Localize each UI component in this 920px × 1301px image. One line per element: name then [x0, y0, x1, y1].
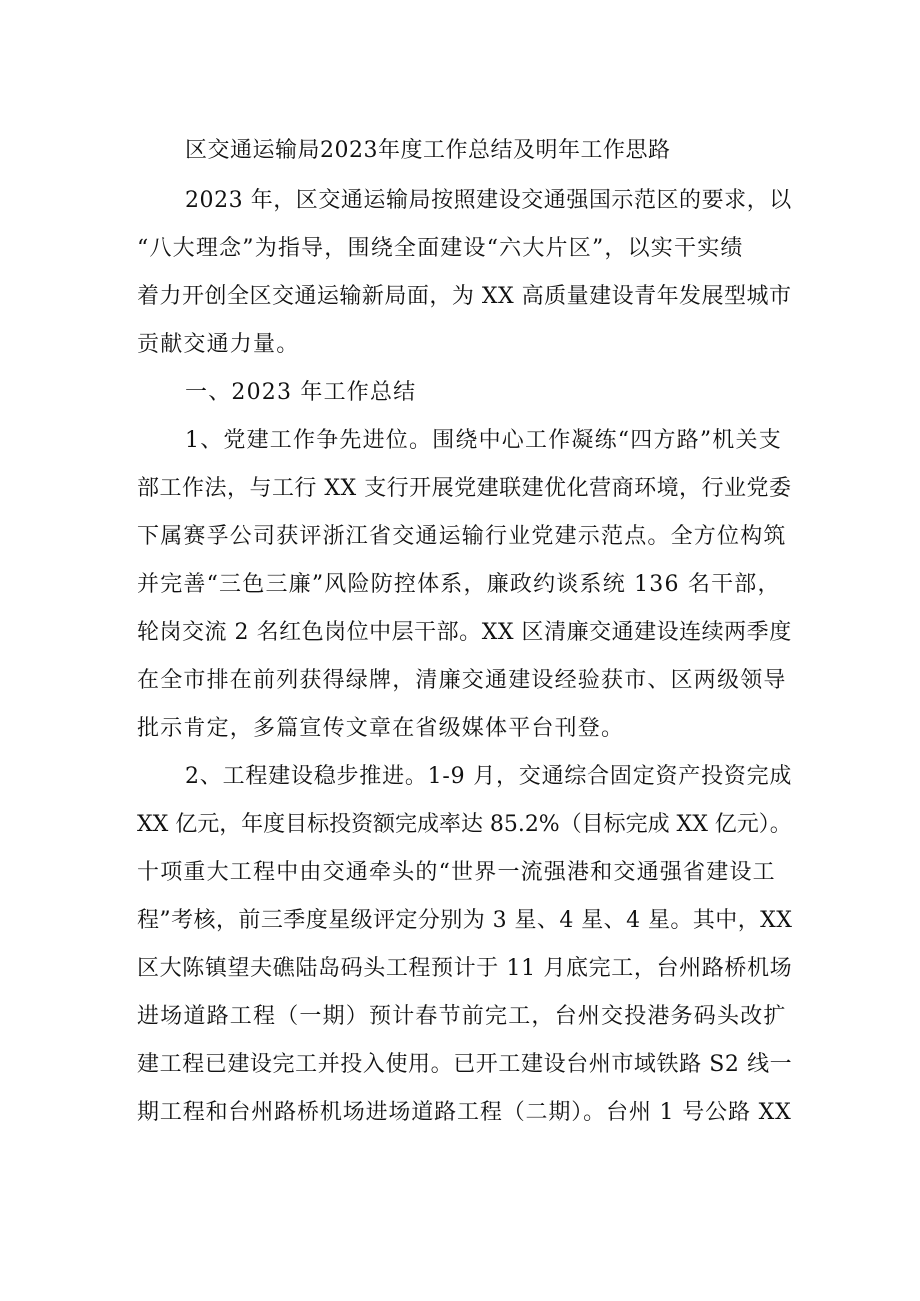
paragraph-line: 进场道路工程（一期）预计春节前完工，台州交投港务码头改扩 — [137, 1004, 787, 1029]
section-heading: 一、2023 年工作总结 — [185, 380, 417, 405]
paragraph-line: 十项重大工程中由交通牵头的“世界一流强港和交通强省建设工 — [137, 860, 776, 885]
paragraph-line: 建工程已建设完工并投入使用。已开工建设台州市域铁路 S2 线一 — [137, 1052, 793, 1077]
paragraph-line: 轮岗交流 2 名红色岗位中层干部。XX 区清廉交通建设连续两季度 — [137, 620, 792, 645]
document-title: 区交通运输局2023年度工作总结及明年工作思路 — [185, 138, 671, 163]
paragraph-line: 批示肯定，多篇宣传文章在省级媒体平台刊登。 — [137, 716, 625, 741]
paragraph-line: 并完善“三色三廉”风险防控体系，廉政约谈系统 136 名干部， — [137, 572, 781, 597]
paragraph-line: “八大理念”为指导，围绕全面建设“六大片区”，以实干实绩 — [137, 236, 744, 261]
paragraph-line: 程”考核，前三季度星级评定分别为 3 星、4 星、4 星。其中，XX — [137, 908, 793, 933]
paragraph-line: 着力开创全区交通运输新局面，为 XX 高质量建设青年发展型城市 — [137, 284, 792, 309]
paragraph-line: 部工作法，与工行 XX 支行开展党建联建优化营商环境，行业党委 — [137, 476, 792, 501]
paragraph-line: 2023 年，区交通运输局按照建设交通强国示范区的要求，以 — [185, 188, 792, 213]
paragraph-line: 贡献交通力量。 — [137, 332, 300, 357]
paragraph-line: 2、工程建设稳步推进。1-9 月，交通综合固定资产投资完成 — [185, 764, 793, 789]
paragraph-line: 期工程和台州路桥机场进场道路工程（二期）。台州 1 号公路 XX — [137, 1100, 792, 1125]
paragraph-line: XX 亿元，年度目标投资额完成率达 85.2%（目标完成 XX 亿元）。 — [137, 812, 792, 837]
paragraph-line: 在全市排在前列获得绿牌，清廉交通建设经验获市、区两级领导 — [137, 668, 787, 693]
paragraph-line: 1、党建工作争先进位。围绕中心工作凝练“四方路”机关支 — [185, 428, 782, 453]
paragraph-line: 下属赛孚公司获评浙江省交通运输行业党建示范点。全方位构筑 — [137, 524, 787, 549]
paragraph-line: 区大陈镇望夫礁陆岛码头工程预计于 11 月底完工，台州路桥机场 — [137, 956, 793, 981]
